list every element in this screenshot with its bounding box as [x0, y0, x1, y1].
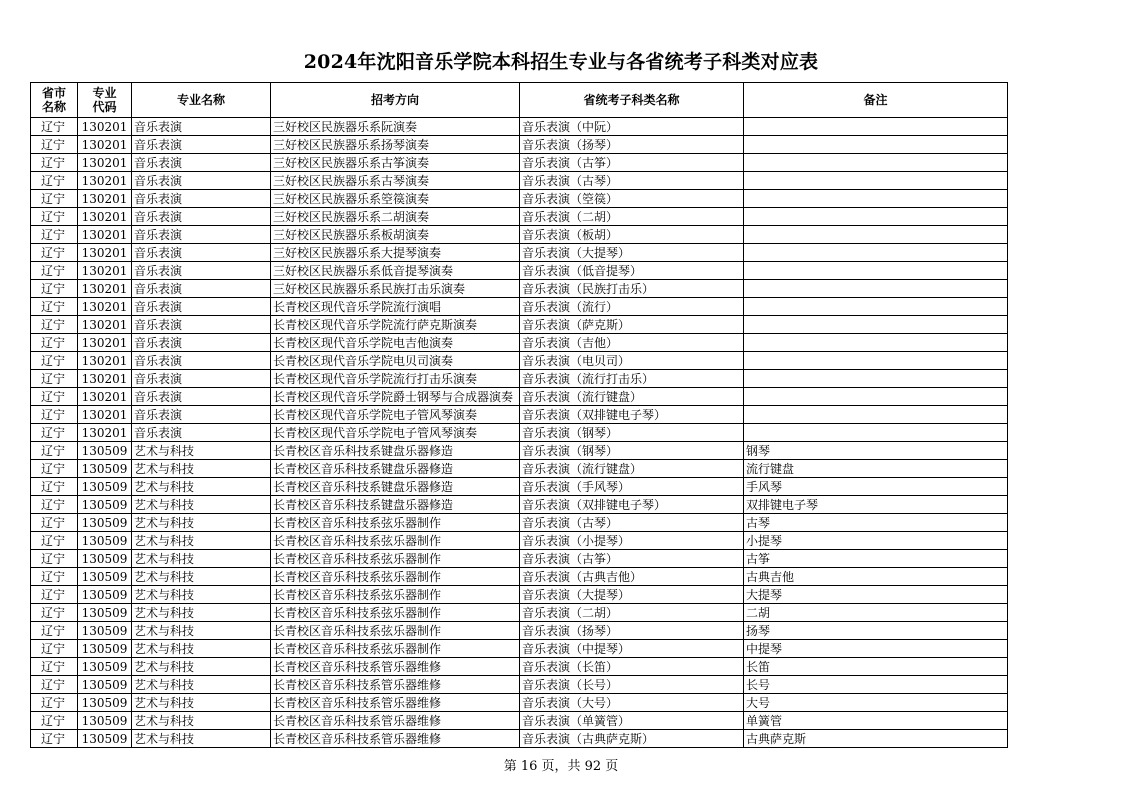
table-row	[31, 496, 1008, 514]
cell-remark: 长号	[744, 676, 1008, 694]
cell-remark: 二胡	[744, 604, 1008, 622]
cell-code: 130201	[78, 406, 132, 424]
table-row	[31, 262, 1008, 280]
cell-category: 音乐表演（钢琴）	[520, 442, 744, 460]
cell-code: 130201	[78, 208, 132, 226]
cell-direction: 三好校区民族器乐系低音提琴演奏	[271, 262, 520, 280]
cell-province: 辽宁	[31, 118, 78, 136]
cell-major: 音乐表演	[132, 370, 271, 388]
table-row	[31, 226, 1008, 244]
cell-province: 辽宁	[31, 712, 78, 730]
cell-category: 音乐表演（板胡）	[520, 226, 744, 244]
table-row	[31, 208, 1008, 226]
cell-code: 130201	[78, 280, 132, 298]
cell-direction: 三好校区民族器乐系古琴演奏	[271, 172, 520, 190]
cell-remark: 中提琴	[744, 640, 1008, 658]
cell-category: 音乐表演（古典萨克斯）	[520, 730, 744, 748]
cell-province: 辽宁	[31, 694, 78, 712]
admission-table	[30, 82, 1008, 748]
cell-code: 130509	[78, 622, 132, 640]
table-row	[31, 298, 1008, 316]
cell-major: 音乐表演	[132, 388, 271, 406]
cell-category: 音乐表演（中阮）	[520, 118, 744, 136]
cell-direction: 长青校区音乐科技系管乐器维修	[271, 694, 520, 712]
cell-direction: 长青校区音乐科技系管乐器维修	[271, 712, 520, 730]
cell-major: 音乐表演	[132, 190, 271, 208]
cell-remark	[744, 424, 1008, 442]
cell-province: 辽宁	[31, 640, 78, 658]
cell-code: 130201	[78, 136, 132, 154]
cell-code: 130509	[78, 676, 132, 694]
table-row	[31, 370, 1008, 388]
table-row	[31, 730, 1008, 748]
cell-direction: 长青校区音乐科技系弦乐器制作	[271, 622, 520, 640]
cell-code: 130509	[78, 604, 132, 622]
table-row	[31, 640, 1008, 658]
cell-direction: 长青校区音乐科技系弦乐器制作	[271, 532, 520, 550]
cell-remark	[744, 316, 1008, 334]
table-row	[31, 568, 1008, 586]
cell-category: 音乐表演（双排键电子琴）	[520, 406, 744, 424]
cell-province: 辽宁	[31, 298, 78, 316]
cell-major: 艺术与科技	[132, 442, 271, 460]
cell-category: 音乐表演（民族打击乐）	[520, 280, 744, 298]
cell-province: 辽宁	[31, 334, 78, 352]
cell-remark: 单簧管	[744, 712, 1008, 730]
cell-direction: 长青校区音乐科技系键盘乐器修造	[271, 442, 520, 460]
cell-direction: 长青校区音乐科技系弦乐器制作	[271, 514, 520, 532]
cell-major: 音乐表演	[132, 154, 271, 172]
cell-major: 艺术与科技	[132, 550, 271, 568]
table-row	[31, 676, 1008, 694]
cell-code: 130201	[78, 172, 132, 190]
cell-code: 130509	[78, 730, 132, 748]
cell-code: 130509	[78, 514, 132, 532]
cell-major: 音乐表演	[132, 208, 271, 226]
cell-code: 130509	[78, 460, 132, 478]
cell-remark	[744, 280, 1008, 298]
cell-category: 音乐表演（电贝司）	[520, 352, 744, 370]
cell-major: 音乐表演	[132, 118, 271, 136]
table-row	[31, 316, 1008, 334]
cell-major: 音乐表演	[132, 244, 271, 262]
cell-remark: 长笛	[744, 658, 1008, 676]
cell-category: 音乐表演（低音提琴）	[520, 262, 744, 280]
cell-remark	[744, 136, 1008, 154]
cell-category: 音乐表演（古筝）	[520, 154, 744, 172]
cell-code: 130509	[78, 694, 132, 712]
table-row	[31, 334, 1008, 352]
cell-direction: 三好校区民族器乐系古筝演奏	[271, 154, 520, 172]
cell-remark	[744, 154, 1008, 172]
cell-remark: 手风琴	[744, 478, 1008, 496]
cell-category: 音乐表演（钢琴）	[520, 424, 744, 442]
cell-direction: 长青校区现代音乐学院爵士钢琴与合成器演奏	[271, 388, 520, 406]
cell-province: 辽宁	[31, 658, 78, 676]
cell-category: 音乐表演（长号）	[520, 676, 744, 694]
cell-remark: 扬琴	[744, 622, 1008, 640]
cell-code: 130201	[78, 154, 132, 172]
cell-major: 音乐表演	[132, 316, 271, 334]
cell-province: 辽宁	[31, 676, 78, 694]
cell-major: 艺术与科技	[132, 586, 271, 604]
cell-major: 音乐表演	[132, 262, 271, 280]
cell-code: 130201	[78, 370, 132, 388]
cell-province: 辽宁	[31, 622, 78, 640]
cell-category: 音乐表演（二胡）	[520, 604, 744, 622]
table-row	[31, 244, 1008, 262]
cell-province: 辽宁	[31, 316, 78, 334]
cell-remark: 大提琴	[744, 586, 1008, 604]
cell-category: 音乐表演（中提琴）	[520, 640, 744, 658]
cell-remark	[744, 406, 1008, 424]
cell-remark: 小提琴	[744, 532, 1008, 550]
cell-province: 辽宁	[31, 730, 78, 748]
cell-code: 130201	[78, 298, 132, 316]
cell-category: 音乐表演（流行键盘）	[520, 460, 744, 478]
cell-remark	[744, 118, 1008, 136]
cell-category: 音乐表演（流行打击乐）	[520, 370, 744, 388]
table-row	[31, 514, 1008, 532]
cell-direction: 三好校区民族器乐系扬琴演奏	[271, 136, 520, 154]
cell-major: 艺术与科技	[132, 532, 271, 550]
cell-category: 音乐表演（大提琴）	[520, 586, 744, 604]
cell-category: 音乐表演（小提琴）	[520, 532, 744, 550]
cell-direction: 长青校区音乐科技系弦乐器制作	[271, 586, 520, 604]
cell-code: 130509	[78, 658, 132, 676]
cell-remark	[744, 226, 1008, 244]
header-code: 专业 代码	[78, 83, 132, 118]
cell-category: 音乐表演（大号）	[520, 694, 744, 712]
cell-province: 辽宁	[31, 136, 78, 154]
cell-major: 音乐表演	[132, 280, 271, 298]
cell-major: 音乐表演	[132, 352, 271, 370]
cell-direction: 长青校区现代音乐学院电子管风琴演奏	[271, 406, 520, 424]
cell-remark	[744, 298, 1008, 316]
cell-major: 艺术与科技	[132, 694, 271, 712]
cell-major: 艺术与科技	[132, 604, 271, 622]
cell-code: 130509	[78, 640, 132, 658]
cell-province: 辽宁	[31, 208, 78, 226]
cell-remark: 钢琴	[744, 442, 1008, 460]
cell-direction: 三好校区民族器乐系二胡演奏	[271, 208, 520, 226]
cell-remark	[744, 208, 1008, 226]
cell-direction: 长青校区现代音乐学院流行萨克斯演奏	[271, 316, 520, 334]
cell-code: 130201	[78, 424, 132, 442]
cell-direction: 长青校区音乐科技系弦乐器制作	[271, 568, 520, 586]
cell-province: 辽宁	[31, 424, 78, 442]
cell-category: 音乐表演（长笛）	[520, 658, 744, 676]
cell-major: 音乐表演	[132, 406, 271, 424]
cell-major: 艺术与科技	[132, 460, 271, 478]
cell-remark: 古典萨克斯	[744, 730, 1008, 748]
cell-category: 音乐表演（古琴）	[520, 172, 744, 190]
cell-major: 艺术与科技	[132, 676, 271, 694]
cell-province: 辽宁	[31, 406, 78, 424]
cell-category: 音乐表演（手风琴）	[520, 478, 744, 496]
cell-major: 艺术与科技	[132, 478, 271, 496]
cell-code: 130509	[78, 442, 132, 460]
table-row	[31, 118, 1008, 136]
cell-major: 音乐表演	[132, 298, 271, 316]
cell-province: 辽宁	[31, 478, 78, 496]
cell-direction: 长青校区现代音乐学院电吉他演奏	[271, 334, 520, 352]
table-row	[31, 442, 1008, 460]
cell-direction: 长青校区音乐科技系键盘乐器修造	[271, 478, 520, 496]
cell-remark: 古典吉他	[744, 568, 1008, 586]
table-row	[31, 388, 1008, 406]
cell-category: 音乐表演（萨克斯）	[520, 316, 744, 334]
table-row	[31, 550, 1008, 568]
cell-remark: 流行键盘	[744, 460, 1008, 478]
cell-province: 辽宁	[31, 226, 78, 244]
cell-code: 130509	[78, 712, 132, 730]
cell-major: 艺术与科技	[132, 622, 271, 640]
cell-category: 音乐表演（二胡）	[520, 208, 744, 226]
cell-remark	[744, 388, 1008, 406]
cell-direction: 长青校区音乐科技系键盘乐器修造	[271, 496, 520, 514]
header-category: 省统考子科类名称	[520, 83, 744, 118]
cell-province: 辽宁	[31, 532, 78, 550]
cell-remark: 大号	[744, 694, 1008, 712]
cell-major: 音乐表演	[132, 334, 271, 352]
cell-category: 音乐表演（扬琴）	[520, 622, 744, 640]
cell-code: 130201	[78, 226, 132, 244]
cell-province: 辽宁	[31, 586, 78, 604]
cell-direction: 长青校区音乐科技系键盘乐器修造	[271, 460, 520, 478]
cell-major: 艺术与科技	[132, 568, 271, 586]
cell-major: 艺术与科技	[132, 640, 271, 658]
cell-province: 辽宁	[31, 370, 78, 388]
table-row	[31, 136, 1008, 154]
document-title: 2024年沈阳音乐学院本科招生专业与各省统考子科类对应表	[303, 51, 819, 73]
cell-remark	[744, 334, 1008, 352]
cell-direction: 长青校区音乐科技系弦乐器制作	[271, 640, 520, 658]
cell-category: 音乐表演（流行键盘）	[520, 388, 744, 406]
cell-direction: 三好校区民族器乐系板胡演奏	[271, 226, 520, 244]
cell-code: 130509	[78, 550, 132, 568]
cell-major: 音乐表演	[132, 136, 271, 154]
table-row	[31, 280, 1008, 298]
cell-major: 音乐表演	[132, 172, 271, 190]
cell-category: 音乐表演（双排键电子琴）	[520, 496, 744, 514]
table-row	[31, 532, 1008, 550]
cell-code: 130509	[78, 568, 132, 586]
cell-remark: 双排键电子琴	[744, 496, 1008, 514]
header-remark: 备注	[744, 83, 1008, 118]
cell-code: 130509	[78, 478, 132, 496]
cell-category: 音乐表演（单簧管）	[520, 712, 744, 730]
cell-province: 辽宁	[31, 496, 78, 514]
cell-province: 辽宁	[31, 280, 78, 298]
cell-category: 音乐表演（流行）	[520, 298, 744, 316]
cell-major: 艺术与科技	[132, 658, 271, 676]
cell-code: 130201	[78, 262, 132, 280]
cell-category: 音乐表演（大提琴）	[520, 244, 744, 262]
cell-major: 艺术与科技	[132, 730, 271, 748]
cell-direction: 长青校区音乐科技系管乐器维修	[271, 658, 520, 676]
cell-province: 辽宁	[31, 514, 78, 532]
cell-remark	[744, 190, 1008, 208]
cell-category: 音乐表演（箜篌）	[520, 190, 744, 208]
cell-code: 130509	[78, 532, 132, 550]
cell-province: 辽宁	[31, 442, 78, 460]
table-body	[31, 118, 1008, 748]
cell-remark	[744, 370, 1008, 388]
cell-direction: 三好校区民族器乐系箜篌演奏	[271, 190, 520, 208]
page-number-footer: 第 16 页，共 92 页	[503, 759, 619, 774]
cell-code: 130509	[78, 496, 132, 514]
cell-code: 130201	[78, 352, 132, 370]
cell-major: 音乐表演	[132, 424, 271, 442]
cell-province: 辽宁	[31, 550, 78, 568]
cell-remark	[744, 352, 1008, 370]
cell-province: 辽宁	[31, 244, 78, 262]
table-row	[31, 424, 1008, 442]
cell-category: 音乐表演（古筝）	[520, 550, 744, 568]
header-major: 专业名称	[132, 83, 271, 118]
table-row	[31, 154, 1008, 172]
cell-major: 艺术与科技	[132, 712, 271, 730]
cell-province: 辽宁	[31, 388, 78, 406]
cell-province: 辽宁	[31, 172, 78, 190]
cell-code: 130201	[78, 118, 132, 136]
cell-province: 辽宁	[31, 352, 78, 370]
cell-code: 130201	[78, 388, 132, 406]
cell-category: 音乐表演（古琴）	[520, 514, 744, 532]
table-row	[31, 586, 1008, 604]
cell-remark: 古筝	[744, 550, 1008, 568]
cell-major: 艺术与科技	[132, 496, 271, 514]
table-row	[31, 694, 1008, 712]
cell-province: 辽宁	[31, 460, 78, 478]
cell-direction: 三好校区民族器乐系阮演奏	[271, 118, 520, 136]
cell-code: 130201	[78, 316, 132, 334]
header-direction: 招考方向	[271, 83, 520, 118]
table-row	[31, 658, 1008, 676]
table-row	[31, 604, 1008, 622]
cell-code: 130201	[78, 190, 132, 208]
cell-direction: 三好校区民族器乐系民族打击乐演奏	[271, 280, 520, 298]
cell-province: 辽宁	[31, 262, 78, 280]
cell-direction: 长青校区音乐科技系管乐器维修	[271, 676, 520, 694]
cell-code: 130201	[78, 244, 132, 262]
cell-remark	[744, 244, 1008, 262]
header-province: 省市 名称	[31, 83, 78, 118]
table-row	[31, 460, 1008, 478]
cell-category: 音乐表演（古典吉他）	[520, 568, 744, 586]
table-row	[31, 352, 1008, 370]
cell-remark	[744, 172, 1008, 190]
cell-direction: 长青校区现代音乐学院电贝司演奏	[271, 352, 520, 370]
cell-major: 音乐表演	[132, 226, 271, 244]
cell-province: 辽宁	[31, 154, 78, 172]
cell-province: 辽宁	[31, 190, 78, 208]
cell-category: 音乐表演（扬琴）	[520, 136, 744, 154]
table-header-row	[31, 83, 1008, 118]
table-row	[31, 712, 1008, 730]
cell-direction: 长青校区现代音乐学院电子管风琴演奏	[271, 424, 520, 442]
cell-direction: 长青校区音乐科技系弦乐器制作	[271, 604, 520, 622]
table-row	[31, 406, 1008, 424]
table-row	[31, 478, 1008, 496]
cell-province: 辽宁	[31, 568, 78, 586]
cell-direction: 三好校区民族器乐系大提琴演奏	[271, 244, 520, 262]
cell-remark: 古琴	[744, 514, 1008, 532]
cell-major: 艺术与科技	[132, 514, 271, 532]
cell-code: 130509	[78, 586, 132, 604]
cell-code: 130201	[78, 334, 132, 352]
table-row	[31, 190, 1008, 208]
table-row	[31, 622, 1008, 640]
cell-direction: 长青校区音乐科技系弦乐器制作	[271, 550, 520, 568]
cell-direction: 长青校区音乐科技系管乐器维修	[271, 730, 520, 748]
table-row	[31, 172, 1008, 190]
cell-direction: 长青校区现代音乐学院流行打击乐演奏	[271, 370, 520, 388]
cell-category: 音乐表演（吉他）	[520, 334, 744, 352]
cell-remark	[744, 262, 1008, 280]
cell-province: 辽宁	[31, 604, 78, 622]
cell-direction: 长青校区现代音乐学院流行演唱	[271, 298, 520, 316]
